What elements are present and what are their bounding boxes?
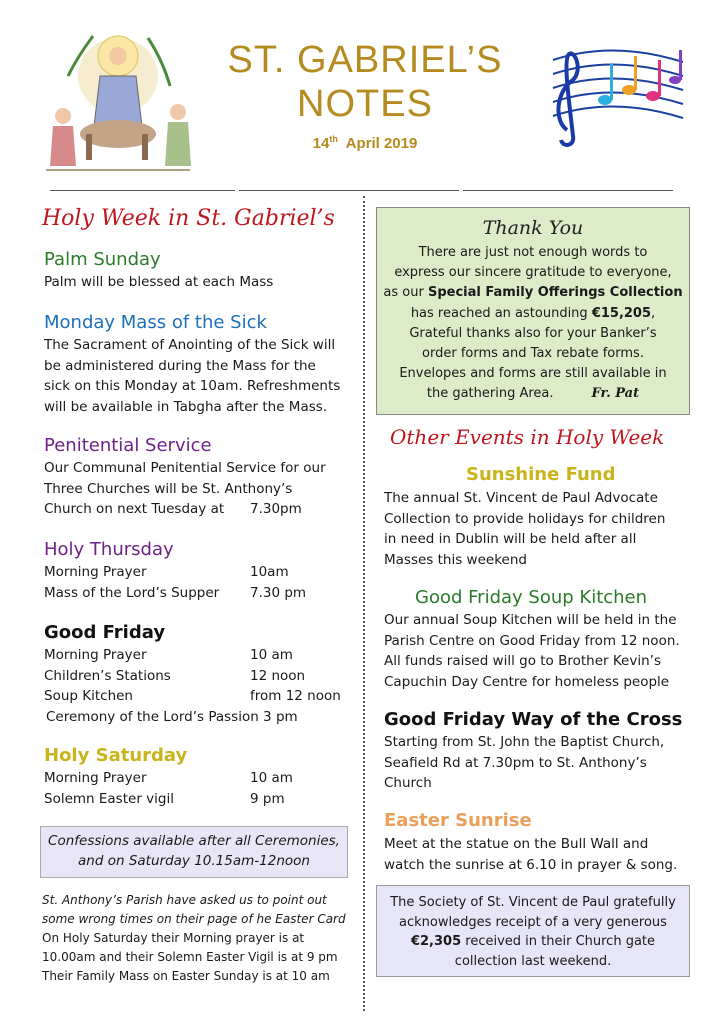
issue-date: 14th April 2019 [312,134,418,152]
holy-week-heading: Holy Week in St. Gabriel’s [42,206,335,231]
st-anthonys-note: St. Anthony’s Parish have asked us to point out some wrong times on their page of he Easter Card On Holy Saturday their Morning prayer is at 10.00am and their Solemn Easter Vigil is at 9 pm Their Family Mass on Easter Sunday is at 10 am [42,893,346,983]
sunshine-fund-title: Sunshine Fund [466,464,616,485]
soup-kitchen-title: Good Friday Soup Kitchen [415,587,648,608]
header-divider-middle [239,190,459,191]
penitential-text: Our Communal Penitential Service for our Three Churches will be St. Anthony’s Church on next Tuesday at 7.30pm [44,460,326,517]
palm-sunday-illustration [38,16,198,174]
holy-thursday-title: Holy Thursday [44,539,174,560]
soup-kitchen-text: Our annual Soup Kitchen will be held in the Parish Centre on Good Friday from 12 noon. All funds raised will go to Brother Kevin’s Capuchin Day Centre for homeless people [384,612,680,690]
palm-sunday-text: Palm will be blessed at each Mass [44,274,274,290]
other-events-heading: Other Events in Holy Week [390,425,665,449]
svp-acknowledgement-box: The Society of St. Vincent de Paul gratefully acknowledges receipt of a very generous €2,305 received in their Church gate collection last weekend. [376,885,690,977]
header-divider-right [463,190,673,191]
easter-sunrise-title: Easter Sunrise [384,810,532,831]
column-divider [363,196,365,1011]
penitential-title: Penitential Service [44,435,212,456]
confessions-box: Confessions available after all Ceremonies, and on Saturday 10.15am-12noon [40,826,348,878]
thank-you-title: Thank You [482,217,584,239]
good-friday-schedule: Morning Prayer 10 am Children’s Stations 12 noon Soup Kitchen from 12 noon Ceremony of the Lord’s Passion 3 pm [44,647,341,725]
sunshine-fund-text: The annual St. Vincent de Paul Advocate Collection to provide holidays for children in need in Dublin will be held after all Masses this weekend [384,490,666,568]
thank-you-text: There are just not enough words to express our sincere gratitude to everyone, as our Special Family Offerings Collection has reached an astounding €15,205, Grateful thanks also for your Banker’s order forms and Tax rebate forms. Envelopes and forms are still available in the gathering Area. Fr. Pat [383,245,683,402]
thank-you-box [376,207,690,415]
music-notes-illustration [543,40,691,150]
newsletter-title: ST. GABRIEL’S NOTES [227,39,503,125]
holy-thursday-schedule: Morning Prayer 10am Mass of the Lord’s Supper 7.30 pm [44,564,307,601]
way-of-cross-text: Starting from St. John the Baptist Church, Seafield Rd at 7.30pm to St. Anthony’s Church [384,734,665,791]
palm-sunday-title: Palm Sunday [44,249,161,270]
good-friday-title: Good Friday [44,622,166,643]
way-of-cross-title: Good Friday Way of the Cross [384,709,683,730]
easter-sunrise-text: Meet at the statue on the Bull Wall and watch the sunrise at 6.10 in prayer & song. [384,836,678,873]
signature-fr-pat: Fr. Pat [591,386,640,402]
monday-mass-title: Monday Mass of the Sick [44,312,267,333]
header-divider-left [50,190,235,191]
monday-mass-text: The Sacrament of Anointing of the Sick will be administered during the Mass for the sick on this Monday at 10am. Refreshments will be available in Tabgha after the Mass. [44,337,341,415]
holy-saturday-title: Holy Saturday [44,745,188,766]
holy-saturday-schedule: Morning Prayer 10 am Solemn Easter vigil 9 pm [44,770,293,807]
